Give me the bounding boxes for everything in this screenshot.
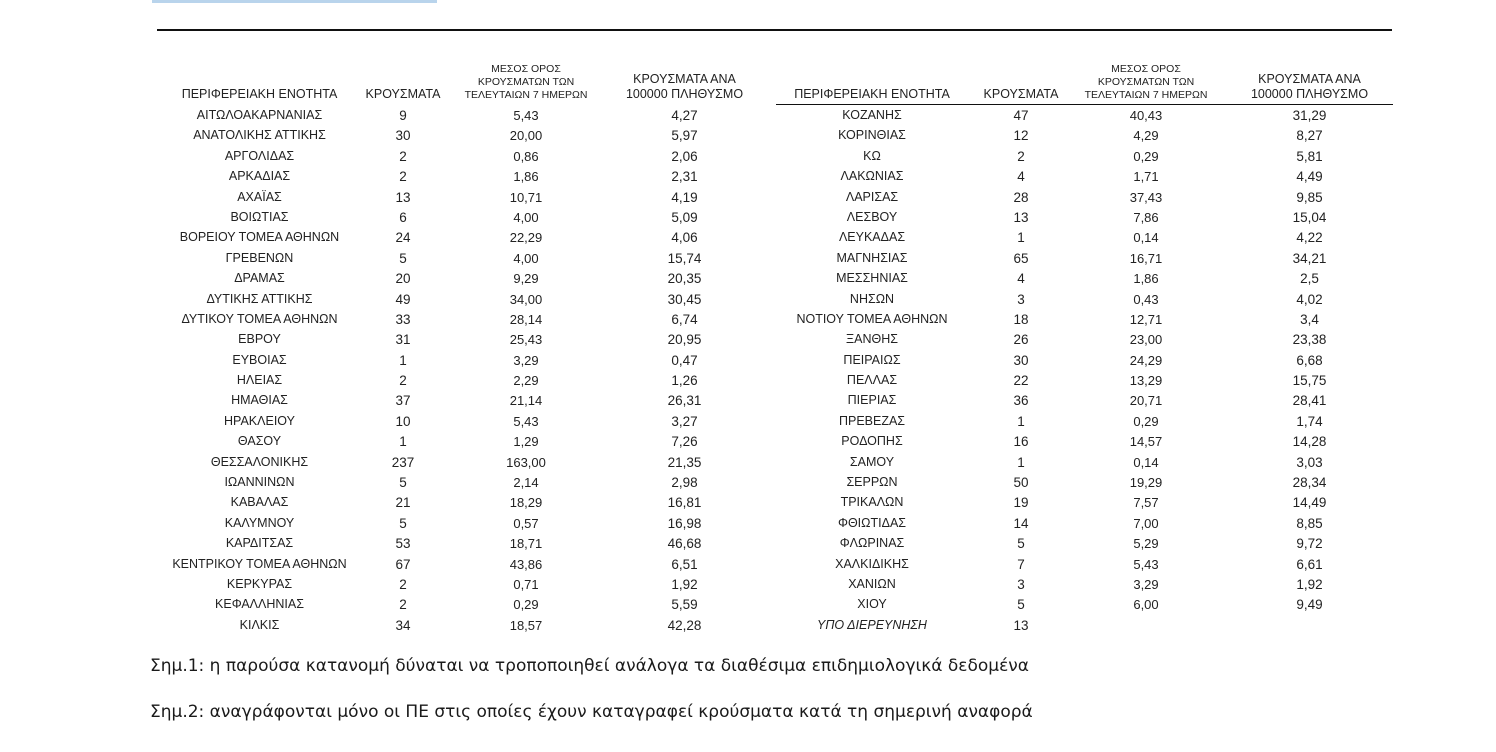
cases-cell: 5 <box>399 515 407 531</box>
region-cell: ΧΙΟΥ <box>857 597 887 612</box>
header-per-capita <box>1236 72 1383 102</box>
cases-cell: 1 <box>399 352 407 368</box>
cases-cell: 14 <box>1013 515 1029 531</box>
per-capita-cell: 28,34 <box>1292 475 1327 491</box>
cases-cell: 22 <box>1013 373 1029 389</box>
note-2: Σημ.2: αναγράφονται μόνο οι ΠΕ στις οποίες έχουν καταγραφεί κρούσματα κατά τη σημερινή αναφορά <box>150 702 1033 722</box>
per-capita-cell: 23,38 <box>1292 332 1327 348</box>
per-capita-cell: 14,49 <box>1292 495 1327 511</box>
table-row <box>776 533 1393 553</box>
cases-cell: 5 <box>399 475 407 491</box>
per-capita-cell: 6,51 <box>671 556 698 572</box>
region-cell: ΜΑΓΝΗΣΙΑΣ <box>836 250 908 265</box>
table-row <box>776 370 1393 390</box>
region-cell: ΚΕΦΑΛΛΗΝΙΑΣ <box>215 597 304 612</box>
avg-cell: 16,71 <box>1129 250 1163 266</box>
avg-cell: 14,57 <box>1129 434 1163 450</box>
cases-cell: 34 <box>395 617 411 633</box>
per-capita-cell: 5,97 <box>671 128 698 144</box>
avg-cell: 25,43 <box>509 332 543 348</box>
avg-cell: 5,43 <box>1133 556 1159 572</box>
region-cell: ΝΗΣΩΝ <box>849 291 895 306</box>
per-capita-cell: 8,85 <box>1296 515 1323 531</box>
region-cell: ΚΕΝΤΡΙΚΟΥ ΤΟΜΕΑ ΑΘΗΝΩΝ <box>172 556 347 571</box>
cases-cell: 21 <box>395 495 411 511</box>
region-cell: ΦΘΙΩΤΙΔΑΣ <box>837 515 907 530</box>
table-body-right <box>776 105 1393 635</box>
table-row <box>776 329 1393 349</box>
cases-cell: 9 <box>399 108 407 123</box>
per-capita-cell: 1,92 <box>1296 576 1323 592</box>
per-capita-cell: 46,68 <box>667 536 702 552</box>
region-cell: ΚΙΛΚΙΣ <box>239 617 280 632</box>
region-cell: ΑΝΑΤΟΛΙΚΗΣ ΑΤΤΙΚΗΣ <box>193 128 326 143</box>
cases-cell: 33 <box>395 311 411 327</box>
avg-cell: 0,29 <box>1133 148 1159 164</box>
header-avg <box>457 63 595 102</box>
per-capita-cell: 42,28 <box>667 617 702 633</box>
per-capita-cell: 9,85 <box>1296 189 1323 205</box>
table-row <box>776 472 1393 492</box>
header-cases: ΚΡΟΥΣΜΑΤΑ <box>365 87 441 101</box>
per-capita-cell: 28,41 <box>1292 393 1327 409</box>
avg-cell: 7,00 <box>1133 515 1159 531</box>
avg-cell: 0,14 <box>1133 230 1159 246</box>
avg-cell: 1,71 <box>1133 169 1159 185</box>
region-cell: ΡΟΔΟΠΗΣ <box>841 434 903 449</box>
table-row <box>776 594 1393 614</box>
per-capita-cell: 1,74 <box>1296 413 1323 429</box>
per-capita-cell: 5,81 <box>1296 148 1323 164</box>
cases-cell: 7 <box>1017 556 1025 572</box>
per-capita-cell: 4,49 <box>1296 169 1323 185</box>
cases-cell: 2 <box>1017 148 1025 164</box>
table-row <box>776 554 1393 574</box>
cases-cell: 2 <box>399 169 407 185</box>
region-cell: ΗΜΑΘΙΑΣ <box>231 393 288 408</box>
table-row <box>776 411 1393 431</box>
header-per-line2: 100000 ΠΛΗΘΥΣΜΟ <box>625 87 744 101</box>
cases-cell: 47 <box>1013 108 1029 123</box>
header-cases: ΚΡΟΥΣΜΑΤΑ <box>983 87 1059 101</box>
region-cell: ΚΑΡΔΙΤΣΑΣ <box>225 536 294 551</box>
avg-cell: 0,71 <box>513 576 539 592</box>
region-cell: ΑΡΓΟΛΙΔΑΣ <box>224 148 295 163</box>
per-capita-cell: 6,61 <box>1296 556 1323 572</box>
per-capita-cell: 20,35 <box>667 271 702 287</box>
cases-cell: 1 <box>1017 230 1025 246</box>
header-avg-line2: ΚΡΟΥΣΜΑΤΩΝ ΤΩΝ <box>477 76 575 88</box>
avg-cell: 7,57 <box>1133 495 1159 511</box>
per-capita-cell: 5,09 <box>671 209 698 225</box>
table-row <box>776 574 1393 594</box>
region-cell: ΛΕΥΚΑΔΑΣ <box>838 230 906 245</box>
top-link-highlight <box>152 0 437 3</box>
region-cell: ΑΙΤΩΛΟΑΚΑΡΝΑΝΙΑΣ <box>196 108 323 122</box>
per-capita-cell: 3,4 <box>1300 311 1319 327</box>
per-capita-cell: 34,21 <box>1292 250 1327 266</box>
table-row <box>776 431 1393 451</box>
region-cell: ΗΡΑΚΛΕΙΟΥ <box>224 413 295 428</box>
per-capita-cell: 2,31 <box>671 169 698 185</box>
header-avg-line1: ΜΕΣΟΣ ΟΡΟΣ <box>491 63 561 75</box>
region-cell: ΥΠΟ ΔΙΕΡΕΥΝΗΣΗ <box>817 617 927 632</box>
table-row <box>776 207 1393 227</box>
avg-cell: 34,00 <box>509 291 543 307</box>
per-capita-cell: 2,98 <box>671 475 698 491</box>
top-divider <box>157 29 1392 31</box>
per-capita-cell: 14,28 <box>1292 434 1327 450</box>
table-row <box>776 289 1393 309</box>
per-capita-cell: 5,59 <box>671 597 698 613</box>
avg-cell: 9,29 <box>513 271 539 287</box>
cases-cell: 5 <box>399 250 407 266</box>
cases-cell: 4 <box>1017 169 1025 185</box>
region-cell: ΑΧΑΪΑΣ <box>237 189 282 204</box>
table-row <box>776 390 1393 410</box>
avg-cell: 18,71 <box>509 536 543 552</box>
cases-cell: 28 <box>1013 189 1029 205</box>
table-row <box>776 105 1393 125</box>
per-capita-cell: 20,95 <box>667 332 702 348</box>
region-cell: ΛΑΚΩΝΙΑΣ <box>840 169 904 184</box>
cases-cell: 31 <box>395 332 411 348</box>
cases-cell: 30 <box>395 128 411 144</box>
avg-cell: 0,14 <box>1133 454 1159 470</box>
per-capita-cell: 2,5 <box>1300 271 1319 287</box>
per-capita-cell: 2,06 <box>671 148 698 164</box>
region-cell: ΚΟΡΙΝΘΙΑΣ <box>838 128 906 143</box>
avg-cell: 18,57 <box>509 617 543 633</box>
region-cell: ΘΑΣΟΥ <box>237 434 282 449</box>
region-cell: ΠΡΕΒΕΖΑΣ <box>838 413 906 428</box>
avg-cell: 20,00 <box>509 128 543 144</box>
region-cell: ΛΑΡΙΣΑΣ <box>845 189 899 204</box>
cases-cell: 3 <box>1017 576 1025 592</box>
per-capita-cell: 4,19 <box>671 189 698 205</box>
avg-cell: 40,43 <box>1129 108 1163 123</box>
region-cell: ΣΑΜΟΥ <box>849 454 895 469</box>
region-cell: ΓΡΕΒΕΝΩΝ <box>225 250 294 265</box>
header-avg-line1: ΜΕΣΟΣ ΟΡΟΣ <box>1111 63 1181 75</box>
cases-cell: 2 <box>399 576 407 592</box>
per-capita-cell: 1,92 <box>671 576 698 592</box>
table-row <box>776 227 1393 247</box>
avg-cell: 5,29 <box>1133 536 1159 552</box>
avg-cell: 13,29 <box>1129 373 1163 389</box>
table-row <box>776 615 1393 635</box>
avg-cell: 20,71 <box>1129 393 1163 409</box>
per-capita-cell: 3,27 <box>671 413 698 429</box>
per-capita-cell: 7,26 <box>671 434 698 450</box>
per-capita-cell: 26,31 <box>667 393 702 409</box>
header-per-line1: ΚΡΟΥΣΜΑΤΑ ΑΝΑ <box>1258 72 1361 86</box>
avg-cell: 0,29 <box>513 597 539 613</box>
region-cell: ΦΛΩΡΙΝΑΣ <box>839 536 905 551</box>
avg-cell: 0,29 <box>1133 413 1159 429</box>
avg-cell: 4,00 <box>513 209 539 225</box>
header-avg-line3: ΤΕΛΕΥΤΑΙΩΝ 7 ΗΜΕΡΩΝ <box>464 89 588 101</box>
avg-cell: 2,29 <box>513 373 539 389</box>
cases-cell: 13 <box>395 189 411 205</box>
region-cell: ΠΙΕΡΙΑΣ <box>847 393 897 408</box>
per-capita-cell: 4,06 <box>671 230 698 246</box>
per-capita-cell: 9,72 <box>1296 536 1323 552</box>
avg-cell: 0,86 <box>513 148 539 164</box>
per-capita-cell: 0,47 <box>671 352 698 368</box>
cases-cell: 16 <box>1013 434 1029 450</box>
per-capita-cell: 8,27 <box>1296 128 1323 144</box>
per-capita-cell: 6,68 <box>1296 352 1323 368</box>
cases-cell: 5 <box>1017 536 1025 552</box>
region-cell: ΘΕΣΣΑΛΟΝΙΚΗΣ <box>210 454 309 469</box>
per-capita-cell: 15,75 <box>1292 373 1327 389</box>
header-per-line1: ΚΡΟΥΣΜΑΤΑ ΑΝΑ <box>633 72 736 86</box>
cases-cell: 237 <box>391 454 415 470</box>
avg-cell: 163,00 <box>506 454 546 470</box>
cases-cell: 6 <box>399 209 407 225</box>
cases-cell: 13 <box>1013 617 1029 633</box>
table-row <box>776 452 1393 472</box>
avg-cell: 1,86 <box>513 169 539 185</box>
avg-cell: 3,29 <box>513 352 539 368</box>
table-row <box>776 309 1393 329</box>
per-capita-cell: 16,81 <box>667 495 702 511</box>
region-cell: ΙΩΑΝΝΙΝΩΝ <box>224 475 295 490</box>
per-capita-cell: 4,02 <box>1296 291 1323 307</box>
per-capita-cell: 6,74 <box>671 311 698 327</box>
cases-cell: 26 <box>1013 332 1029 348</box>
region-cell: ΑΡΚΑΔΙΑΣ <box>228 169 291 184</box>
cases-table-right <box>776 52 1393 635</box>
region-cell: ΣΕΡΡΩΝ <box>846 475 898 490</box>
region-cell: ΔΥΤΙΚΟΥ ΤΟΜΕΑ ΑΘΗΝΩΝ <box>181 311 338 326</box>
cases-cell: 30 <box>1013 352 1029 368</box>
region-cell: ΒΟΙΩΤΙΑΣ <box>230 209 289 224</box>
avg-cell: 4,00 <box>513 250 539 266</box>
region-cell: ΠΕΙΡΑΙΩΣ <box>843 352 901 367</box>
cases-cell: 4 <box>1017 271 1025 287</box>
avg-cell: 22,29 <box>509 230 543 246</box>
region-cell: ΗΛΕΙΑΣ <box>236 373 283 388</box>
per-capita-cell: 21,35 <box>667 454 702 470</box>
avg-cell: 6,00 <box>1133 597 1159 613</box>
note-1: Σημ.1: η παρούσα κατανομή δύναται να τροποποιηθεί ανάλογα τα διαθέσιμα επιδημιολογικά δεδομένα <box>150 656 1029 676</box>
avg-cell: 37,43 <box>1129 189 1163 205</box>
avg-cell: 2,14 <box>513 475 539 491</box>
avg-cell: 3,29 <box>1133 576 1159 592</box>
cases-cell: 65 <box>1013 250 1029 266</box>
per-capita-cell: 4,27 <box>671 108 698 123</box>
table-header <box>776 52 1393 105</box>
cases-cell: 20 <box>395 271 411 287</box>
region-cell: ΚΑΛΥΜΝΟΥ <box>224 515 295 530</box>
avg-cell: 5,43 <box>513 108 539 123</box>
per-capita-cell: 3,03 <box>1296 454 1323 470</box>
cases-cell: 53 <box>395 536 411 552</box>
cases-cell: 5 <box>1017 597 1025 613</box>
per-capita-cell: 31,29 <box>1292 108 1327 123</box>
region-cell: ΜΕΣΣΗΝΙΑΣ <box>836 271 908 286</box>
avg-cell: 43,86 <box>509 556 543 572</box>
region-cell: ΕΥΒΟΙΑΣ <box>232 352 287 367</box>
cases-cell: 18 <box>1013 311 1029 327</box>
region-cell: ΧΑΛΚΙΔΙΚΗΣ <box>835 556 909 571</box>
avg-cell: 19,29 <box>1129 475 1163 491</box>
cases-cell: 50 <box>1013 475 1029 491</box>
avg-cell: 1,29 <box>513 434 539 450</box>
table-row <box>776 248 1393 268</box>
per-capita-cell: 9,49 <box>1296 597 1323 613</box>
region-cell: ΛΕΣΒΟΥ <box>846 209 898 224</box>
table-row <box>776 350 1393 370</box>
cases-cell: 37 <box>395 393 411 409</box>
avg-cell: 10,71 <box>509 189 543 205</box>
avg-cell: 12,71 <box>1129 311 1163 327</box>
cases-cell: 67 <box>395 556 411 572</box>
region-cell: ΒΟΡΕΙΟΥ ΤΟΜΕΑ ΑΘΗΝΩΝ <box>179 230 340 245</box>
per-capita-cell: 15,04 <box>1292 209 1327 225</box>
region-cell: ΧΑΝΙΩΝ <box>848 576 896 591</box>
header-avg-line3: ΤΕΛΕΥΤΑΙΩΝ 7 ΗΜΕΡΩΝ <box>1084 89 1208 101</box>
avg-cell: 21,14 <box>509 393 543 409</box>
cases-cell: 10 <box>395 413 411 429</box>
cases-cell: 3 <box>1017 291 1025 307</box>
avg-cell: 18,29 <box>509 495 543 511</box>
avg-cell: 7,86 <box>1133 209 1159 225</box>
cases-cell: 36 <box>1013 393 1029 409</box>
per-capita-cell: 16,98 <box>667 515 702 531</box>
table-row <box>776 125 1393 145</box>
table-row <box>776 146 1393 166</box>
avg-cell: 5,43 <box>513 413 539 429</box>
region-cell: ΚΕΡΚΥΡΑΣ <box>226 576 293 591</box>
per-capita-cell: 15,74 <box>667 250 702 266</box>
cases-cell: 2 <box>399 148 407 164</box>
header-avg <box>1076 63 1216 102</box>
avg-cell: 0,43 <box>1133 291 1159 307</box>
avg-cell: 1,86 <box>1133 271 1159 287</box>
table-row <box>776 187 1393 207</box>
cases-cell: 1 <box>1017 454 1025 470</box>
avg-cell: 23,00 <box>1129 332 1163 348</box>
header-region: ΠΕΡΙΦΕΡΕΙΑΚΗ ΕΝΟΤΗΤΑ <box>794 87 950 101</box>
region-cell: ΔΡΑΜΑΣ <box>234 271 285 286</box>
cases-cell: 19 <box>1013 495 1029 511</box>
avg-cell: 24,29 <box>1129 352 1163 368</box>
header-avg-line2: ΚΡΟΥΣΜΑΤΩΝ ΤΩΝ <box>1097 76 1195 88</box>
per-capita-cell: 1,26 <box>671 373 698 389</box>
header-per-capita <box>612 72 757 102</box>
avg-cell: 4,29 <box>1133 128 1159 144</box>
table-row <box>776 513 1393 533</box>
region-cell: ΔΥΤΙΚΗΣ ΑΤΤΙΚΗΣ <box>206 291 313 306</box>
header-per-line2: 100000 ΠΛΗΘΥΣΜΟ <box>1250 87 1369 101</box>
cases-cell: 2 <box>399 597 407 613</box>
avg-cell: 0,57 <box>513 515 539 531</box>
cases-cell: 12 <box>1013 128 1029 144</box>
table-row <box>776 166 1393 186</box>
cases-cell: 24 <box>395 230 411 246</box>
cases-cell: 49 <box>395 291 411 307</box>
region-cell: ΚΟΖΑΝΗΣ <box>842 108 902 122</box>
region-cell: ΠΕΛΛΑΣ <box>846 373 898 388</box>
per-capita-cell: 30,45 <box>667 291 702 307</box>
per-capita-cell: 4,22 <box>1296 230 1323 246</box>
region-cell: ΚΩ <box>863 148 881 163</box>
cases-cell: 13 <box>1013 209 1029 225</box>
region-cell: ΕΒΡΟΥ <box>238 332 281 347</box>
avg-cell: 28,14 <box>509 311 543 327</box>
header-region: ΠΕΡΙΦΕΡΕΙΑΚΗ ΕΝΟΤΗΤΑ <box>181 87 338 101</box>
region-cell: ΝΟΤΙΟΥ ΤΟΜΕΑ ΑΘΗΝΩΝ <box>796 311 948 326</box>
region-cell: ΞΑΝΘΗΣ <box>846 332 898 347</box>
table-row <box>776 268 1393 288</box>
cases-cell: 2 <box>399 373 407 389</box>
cases-cell: 1 <box>399 434 407 450</box>
cases-cell: 1 <box>1017 413 1025 429</box>
region-cell: ΤΡΙΚΑΛΩΝ <box>840 495 904 510</box>
region-cell: ΚΑΒΑΛΑΣ <box>230 495 289 510</box>
table-row <box>776 492 1393 512</box>
